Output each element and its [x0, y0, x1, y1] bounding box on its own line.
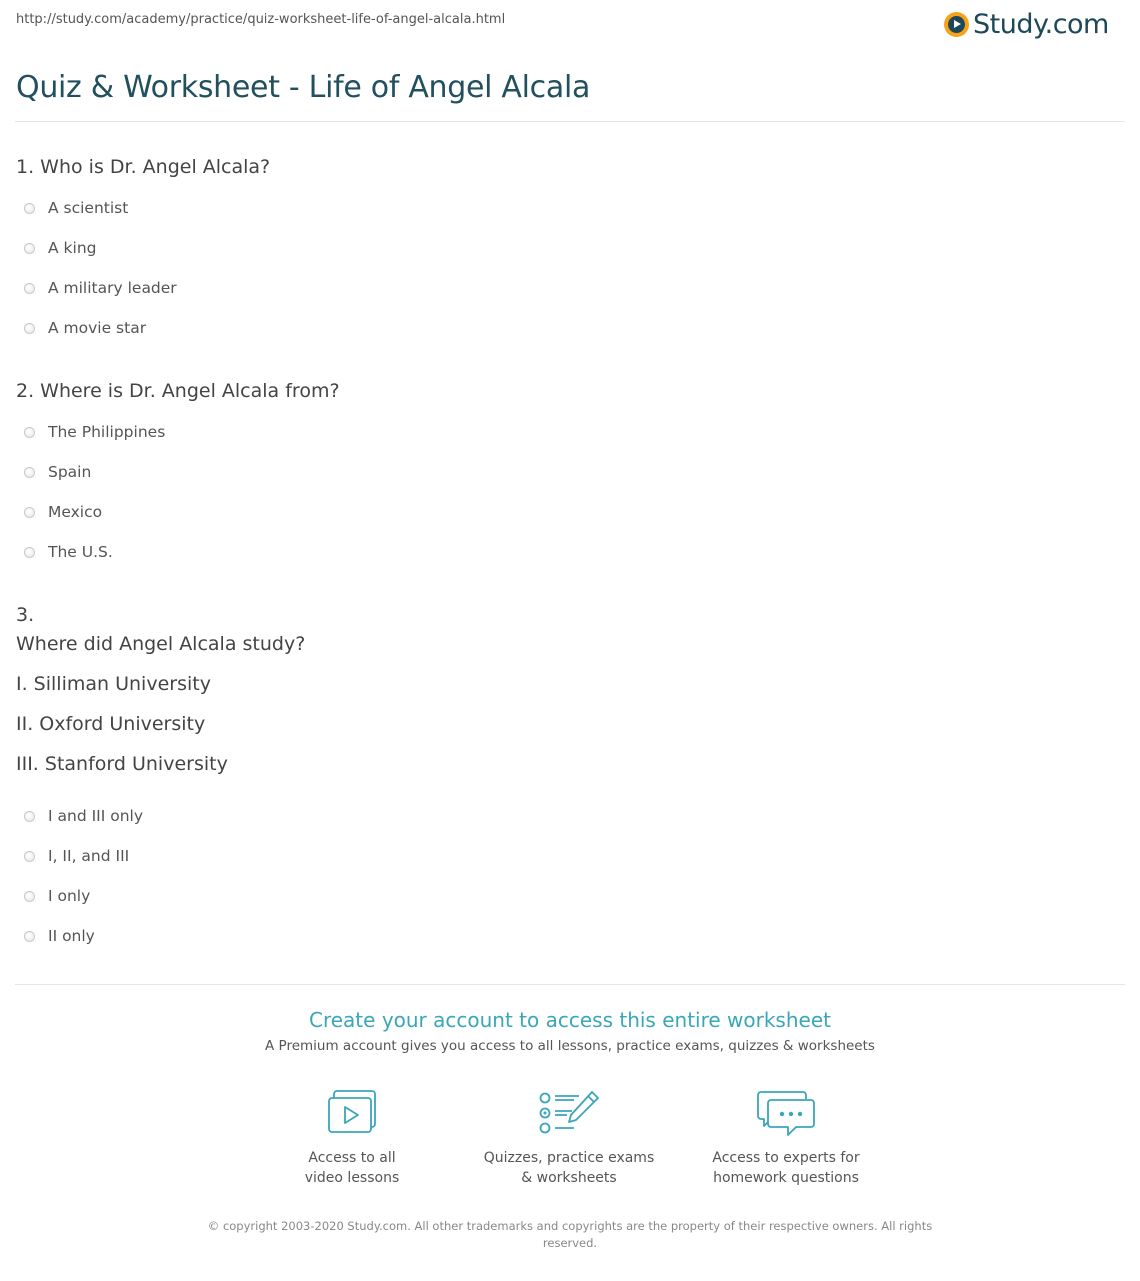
feature-label-line-2: & worksheets: [521, 1170, 617, 1186]
copyright-notice: [0, 1218, 1140, 1252]
question-3-option-2[interactable]: [24, 846, 129, 866]
title-divider: [15, 121, 1125, 122]
question-2-title: 2. Where is Dr. Angel Alcala from?: [16, 380, 340, 402]
option-label: I only: [48, 887, 91, 905]
cta-subtitle: A Premium account gives you access to all lessons, practice exams, quizzes & worksheets: [265, 1038, 875, 1054]
option-label: The U.S.: [48, 543, 113, 561]
option-label: The Philippines: [48, 423, 166, 441]
cta-title-link[interactable]: Create your account to access this entire worksheet: [309, 1008, 831, 1032]
question-3-option-3[interactable]: [24, 886, 90, 906]
feature-quizzes: [469, 1088, 669, 1188]
question-1-option-4[interactable]: [24, 318, 146, 338]
option-label: A king: [48, 239, 97, 257]
question-3-statement-1: I. Silliman University: [16, 673, 211, 695]
play-logo-icon: [944, 12, 969, 37]
feature-label-line-1: Access to experts for: [712, 1150, 860, 1166]
question-3-title: Where did Angel Alcala study?: [16, 633, 306, 655]
radio-button[interactable]: [24, 931, 35, 942]
question-3-option-1[interactable]: [24, 806, 143, 826]
feature-experts: [686, 1088, 886, 1188]
question-1-option-3[interactable]: [24, 278, 177, 298]
radio-button[interactable]: [24, 323, 35, 334]
section-divider: [15, 984, 1125, 985]
option-label: A military leader: [48, 279, 177, 297]
radio-button[interactable]: [24, 283, 35, 294]
question-2-option-3[interactable]: [24, 502, 102, 522]
radio-button[interactable]: [24, 427, 35, 438]
question-2-option-1[interactable]: [24, 422, 165, 442]
radio-button[interactable]: [24, 467, 35, 478]
study-logo[interactable]: [944, 6, 1109, 42]
radio-button[interactable]: [24, 243, 35, 254]
feature-video-lessons: [252, 1088, 452, 1188]
question-2-option-2[interactable]: [24, 462, 91, 482]
option-label: II only: [48, 927, 95, 945]
feature-label-line-2: homework questions: [713, 1170, 859, 1186]
page-url[interactable]: http://study.com/academy/practice/quiz-worksheet-life-of-angel-alcala.html: [16, 12, 506, 27]
copyright-line-2: reserved.: [542, 1236, 598, 1250]
question-3-statement-3: III. Stanford University: [16, 753, 228, 775]
option-label: A movie star: [48, 319, 147, 337]
logo-text: Study.com: [973, 8, 1109, 40]
feature-label-line-1: Access to all: [308, 1150, 396, 1166]
question-1-option-2[interactable]: [24, 238, 96, 258]
radio-button[interactable]: [24, 891, 35, 902]
radio-button[interactable]: [24, 547, 35, 558]
question-2-option-4[interactable]: [24, 542, 113, 562]
question-1-title: 1. Who is Dr. Angel Alcala?: [16, 156, 271, 178]
feature-label-line-1: Quizzes, practice exams: [483, 1150, 655, 1166]
option-label: I, II, and III: [48, 847, 130, 865]
radio-button[interactable]: [24, 203, 35, 214]
option-label: A scientist: [48, 199, 129, 217]
page-title: Quiz & Worksheet - Life of Angel Alcala: [16, 70, 591, 105]
feature-label-line-2: video lessons: [304, 1170, 400, 1186]
option-label: Mexico: [48, 503, 103, 521]
question-1-option-1[interactable]: [24, 198, 128, 218]
option-label: Spain: [48, 463, 92, 481]
question-3-number: 3.: [16, 604, 35, 626]
option-label: I and III only: [48, 807, 144, 825]
radio-button[interactable]: [24, 507, 35, 518]
video-lesson-icon: [317, 1088, 387, 1142]
radio-button[interactable]: [24, 851, 35, 862]
question-3-statement-2: II. Oxford University: [16, 713, 206, 735]
radio-button[interactable]: [24, 811, 35, 822]
page-header: [0, 0, 1140, 60]
chat-bubbles-icon: [751, 1088, 821, 1142]
copyright-line-1: © copyright 2003-2020 Study.com. All other trademarks and copyrights are the property of their respective owners. All rights: [207, 1219, 933, 1233]
question-3-option-4[interactable]: [24, 926, 95, 946]
quiz-checklist-icon: [534, 1088, 604, 1142]
